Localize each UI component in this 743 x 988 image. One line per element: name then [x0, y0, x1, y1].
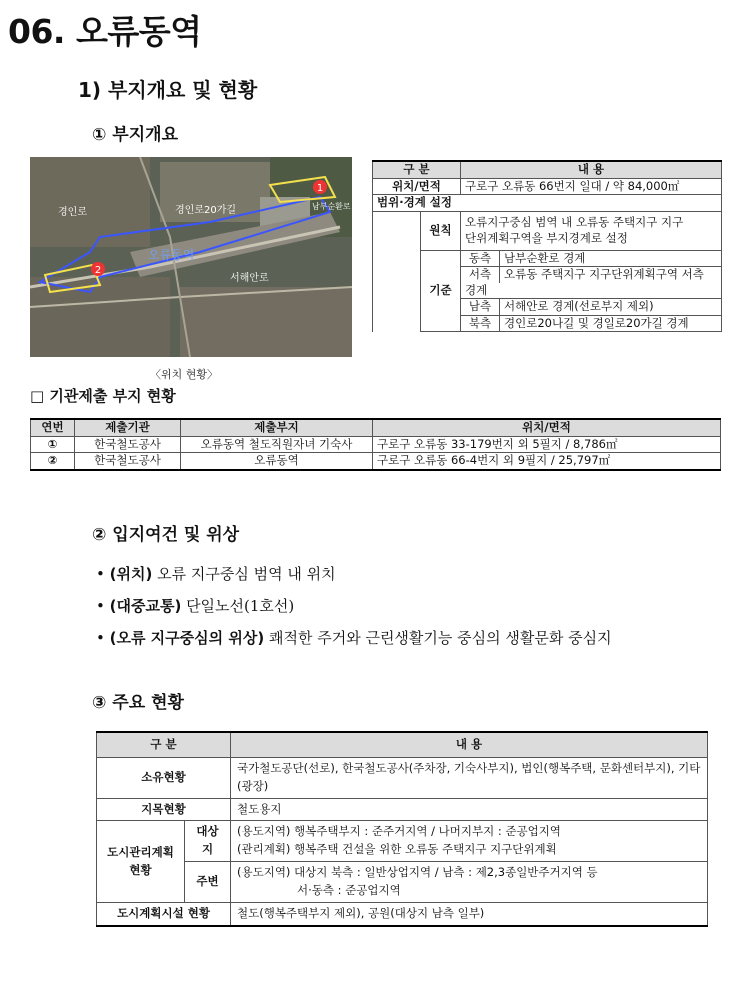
- submitted-row-location: 구로구 오류동 33-179번지 외 5필지 / 8,786㎡: [373, 436, 721, 453]
- target-site-value: [231, 821, 708, 862]
- submitted-header-location: 위치/면적: [373, 419, 721, 436]
- aerial-location-map: [30, 157, 352, 357]
- standard-row-south: [461, 299, 722, 316]
- standard-row-east: [461, 250, 722, 267]
- land-type-label: 지목현황: [97, 798, 231, 821]
- submitted-row-no: ①: [31, 436, 75, 453]
- urban-plan-label-line-1: 도시관리계획: [107, 844, 174, 859]
- principle-value-line-2: 단위계획구역을 부지경계로 설정: [465, 230, 628, 245]
- surroundings-line-2: 서·동측 : 준공업지역: [297, 882, 401, 897]
- conditions-list: [96, 558, 612, 654]
- submitted-row-site: 오류동역: [181, 453, 373, 470]
- map-label-seohaean-ro: 서해안로: [230, 273, 269, 284]
- submitted-row-org: 한국철도공사: [75, 453, 181, 470]
- ownership-label: 소유현황: [97, 758, 231, 799]
- urban-plan-label: [97, 821, 185, 902]
- main-table-header-category: 구 분: [97, 732, 231, 758]
- standard-dir-north: 북측: [461, 316, 500, 332]
- standard-row-west: [461, 267, 722, 299]
- submitted-row-org: 한국철도공사: [75, 436, 181, 453]
- page-title: 06. 오류동역: [8, 12, 202, 51]
- bullet-key-transit: (대중교통): [109, 597, 182, 615]
- location-area-label: 위치/면적: [373, 178, 461, 195]
- standard-value-south: 서해안로 경계(선로부지 제외): [504, 299, 654, 314]
- subsection-heading-main-status: ③ 주요 현황: [92, 693, 184, 713]
- indent-cell: [373, 211, 421, 332]
- subsection-heading-site-overview: ① 부지개요: [92, 125, 178, 145]
- bullet-key-location: (위치): [109, 565, 153, 583]
- submitted-sites-table: [30, 418, 721, 471]
- submitted-row-location: 구로구 오류동 66-4번지 외 9필지 / 25,797㎡: [373, 453, 721, 470]
- submitted-row-site: 오류동역 철도직원자녀 기숙사: [181, 436, 373, 453]
- subsection-heading-conditions: ② 입지여건 및 위상: [92, 525, 240, 545]
- range-boundary-label: 범위·경계 설정: [373, 195, 722, 212]
- bullet-text-location: 오류 지구중심 범역 내 위치: [152, 565, 336, 583]
- standard-dir-east: 동측: [461, 251, 500, 267]
- target-site-line-1: (용도지역) 행복주택부지 : 준주거지역 / 나머지부지 : 준공업지역: [237, 824, 561, 839]
- target-site-line-2: (관리계획) 행복주택 건설을 위한 오류동 주택지구 지구단위계획: [237, 842, 557, 857]
- main-table-header-content: 내 용: [231, 732, 708, 758]
- principle-value: [461, 211, 722, 250]
- urban-plan-label-line-2: 현황: [129, 862, 152, 877]
- bullet-text-status: 쾌적한 주거와 근린생활기능 중심의 생활문화 중심지: [264, 629, 612, 647]
- submitted-row-no: ②: [31, 453, 75, 470]
- standard-dir-south: 남측: [461, 299, 500, 315]
- principle-label: 원칙: [421, 211, 461, 250]
- surroundings-line-1: (용도지역) 대상지 북측 : 일반상업지역 / 남측 : 제2,3종일반주거지역 등: [237, 865, 598, 880]
- map-label-gyeongin-ro: 경인로: [58, 207, 87, 218]
- facility-value: 철도(행복주택부지 제외), 공원(대상지 남측 일부): [231, 902, 708, 925]
- list-item: • (대중교통) 단일노선(1호선): [96, 597, 295, 615]
- section-heading: 1) 부지개요 및 현황: [78, 78, 258, 102]
- submitted-header-no: 연번: [31, 419, 75, 436]
- standard-value-west: 오류동 주택지구 지구단위계획구역 서측 경계: [465, 267, 704, 297]
- map-marker-2: 2: [94, 265, 102, 276]
- land-type-value: 철도용지: [231, 798, 708, 821]
- site-table-header-category: 구 분: [373, 161, 461, 178]
- standard-row-north: [461, 315, 722, 332]
- facility-label: 도시계획시설 현황: [97, 902, 231, 925]
- submitted-header-org: 제출기관: [75, 419, 181, 436]
- map-label-nambu-sunhwan-ro: 남부순환로: [312, 202, 351, 211]
- map-label-gyeongin-ro-20-ga-gil: 경인로20가길: [175, 205, 237, 216]
- site-table-header-content: 내 용: [461, 161, 722, 178]
- bullet-key-status: (오류 지구중심의 위상): [109, 629, 265, 647]
- location-area-value: 구로구 오류동 66번지 일대 / 약 84,000㎡: [461, 178, 722, 195]
- main-status-table: [96, 731, 708, 927]
- map-marker-1: 1: [316, 183, 324, 194]
- map-label-station: 오류동역: [148, 248, 195, 262]
- standard-value-east: 남부순환로 경계: [504, 250, 586, 265]
- ownership-value: 국가철도공단(선로), 한국철도공사(주차장, 기숙사부지), 법인(행복주택, 문화센터부지), 기타(광장): [231, 758, 708, 799]
- standard-dir-west: 서측: [461, 267, 500, 283]
- submitted-header-site: 제출부지: [181, 419, 373, 436]
- table-row: [31, 436, 721, 453]
- standard-label: 기준: [421, 250, 461, 332]
- map-graphic: [30, 157, 352, 357]
- target-site-label: 대상지: [185, 821, 231, 862]
- surroundings-label: 주변: [185, 862, 231, 903]
- surroundings-value: [231, 862, 708, 903]
- bullet-text-transit: 단일노선(1호선): [181, 597, 295, 615]
- principle-value-line-1: 오류지구중심 범역 내 오류동 주택지구 지구: [465, 215, 684, 230]
- submitted-sites-heading: □ 기관제출 부지 현황: [30, 387, 176, 405]
- site-overview-table: [372, 160, 722, 332]
- table-row: [31, 453, 721, 470]
- list-item: • (위치) 오류 지구중심 범역 내 위치: [96, 565, 336, 583]
- map-caption: 〈위치 현황〉: [150, 368, 219, 381]
- standard-value-north: 경인로20나길 및 경일로20가길 경계: [504, 315, 689, 330]
- list-item: • (오류 지구중심의 위상) 쾌적한 주거와 근린생활기능 중심의 생활문화 중심지: [96, 629, 612, 647]
